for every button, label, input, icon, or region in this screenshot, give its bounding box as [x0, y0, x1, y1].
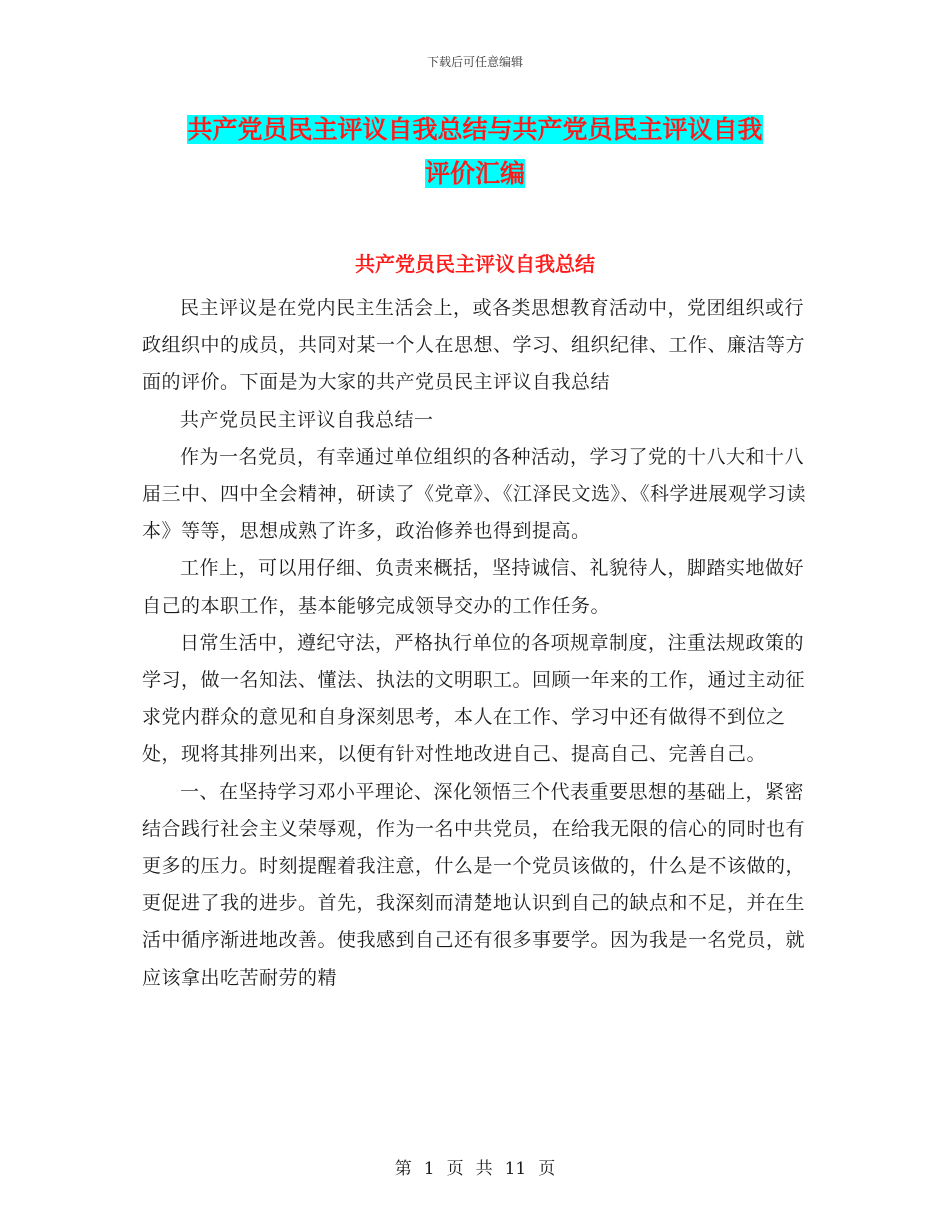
section-heading: 共产党员民主评议自我总结 — [355, 252, 595, 276]
page-footer — [0, 1154, 950, 1179]
paragraph: 一、在坚持学习邓小平理论、深化领悟三个代表重要思想的基础上，紧密结合践行社会主义荣辱观，作为一名中共党员，在给我无限的信心的同时也有更多的压力。时刻提醒着我注意，什么是一个党员该做的，什么是不该做的，更促进了我的进步。首先，我深刻而清楚地认识到自己的缺点和不足，并在生活中循序渐进地改善。使我感到自己还有很多事要学。因为我是一名党员，就应该拿出吃苦耐劳的精 — [142, 780, 806, 989]
total-pages: 11 — [504, 1159, 527, 1179]
paragraph: 共产党员民主评议自我总结一 — [180, 408, 434, 431]
footer-label-page: 第 — [394, 1159, 412, 1179]
title-line-1: 共产党员民主评议自我总结与共产党员民主评议自我 — [187, 115, 763, 144]
paragraph: 工作上，可以用仔细、负责来概括，坚持诚信、礼貌待人，脚踏实地做好自己的本职工作，基本能够完成领导交办的工作任务。 — [142, 557, 805, 617]
paragraph: 日常生活中，遵纪守法，严格执行单位的各项规章制度，注重法规政策的学习，做一名知法、懂法、执法的文明职工。回顾一年来的工作，通过主动征求党内群众的意见和自身深刻思考，本人在工作、学习中还有做得不到位之处，现将其排列出来，以便有针对性地改进自己、提高自己、完善自己。 — [142, 631, 806, 766]
footer-label-total: 共 — [475, 1159, 493, 1179]
title-line-2: 评价汇编 — [424, 159, 525, 188]
page-number: 1 — [423, 1159, 435, 1179]
paragraph: 民主评议是在党内民主生活会上，或各类思想教育活动中，党团组织或行政组织中的成员，共同对某一个人在思想、学习、组织纪律、工作、廉洁等方面的评价。下面是为大家的共产党员民主评议自我总结 — [142, 297, 806, 394]
document-title — [140, 108, 810, 196]
document-body — [142, 290, 812, 997]
header-note: 下载后可任意编辑 — [426, 55, 523, 69]
footer-label-page-unit: 页 — [446, 1159, 464, 1179]
footer-label-total-unit: 页 — [538, 1159, 556, 1179]
paragraph: 作为一名党员，有幸通过单位组织的各种活动，学习了党的十八大和十八届三中、四中全会精神，研读了《党章》、《江泽民文选》、《科学进展观学习读本》等等，思想成熟了许多，政治修养也得到提高。 — [142, 445, 807, 543]
